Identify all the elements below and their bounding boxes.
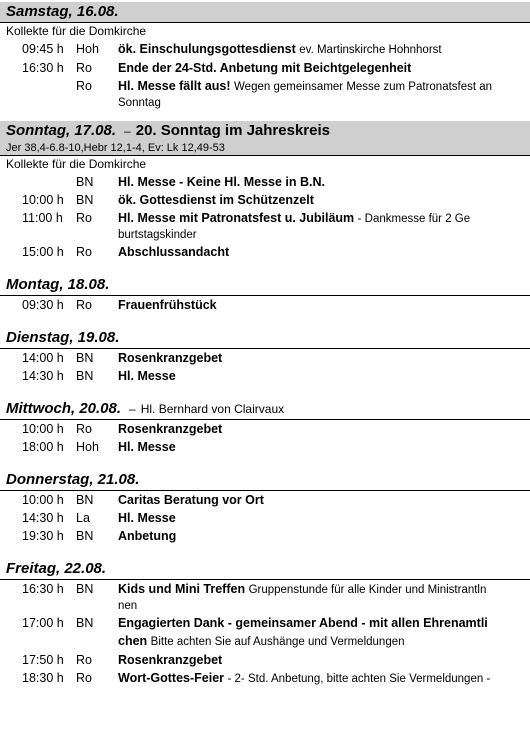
- entry-note: Bitte achten Sie auf Aushänge und Vermeldungen: [150, 636, 405, 648]
- list-item: [0, 367, 530, 385]
- day-header: [0, 2, 530, 23]
- entry-title: Hl. Messe: [118, 511, 176, 525]
- entry-title: Abschlussandacht: [118, 245, 230, 259]
- entry-place: BN: [76, 369, 94, 383]
- list-item: [0, 191, 530, 209]
- feast-title: Hl. Bernhard von Clairvaux: [140, 402, 285, 416]
- list-item: [0, 349, 530, 367]
- entry-title: Hl. Messe mit Patronatsfest u. Jubiläum: [118, 211, 355, 225]
- list-item: [0, 651, 530, 669]
- feast-title: 20. Sonntag im Jahreskreis: [135, 122, 330, 139]
- entry-place: Ro: [76, 671, 92, 685]
- entry-place: Ro: [76, 79, 92, 93]
- list-item: [0, 509, 530, 527]
- entry-place: BN: [76, 351, 94, 365]
- entry-place: Ro: [76, 298, 92, 312]
- entry-note-continued: nen: [118, 600, 138, 612]
- list-item: [0, 669, 530, 688]
- entry-time: 15:00 h: [22, 245, 64, 259]
- entry-place: BN: [76, 582, 94, 596]
- day-friday: [0, 559, 530, 688]
- separator: –: [129, 402, 136, 416]
- entry-time: 09:30 h: [22, 298, 64, 312]
- entry-title: Rosenkranzgebet: [118, 351, 223, 365]
- entry-note-continued: burtstagskinder: [118, 229, 197, 241]
- entry-title: Ende der 24-Std. Anbetung mit Beichtgelegenheit: [118, 61, 412, 75]
- list-item: [0, 209, 530, 243]
- day-saturday: [0, 2, 530, 111]
- day-header: [0, 328, 530, 349]
- day-wednesday: [0, 399, 530, 456]
- entry-note: ev. Martinskirche Hohnhorst: [299, 44, 442, 56]
- entry-place: BN: [76, 193, 94, 207]
- entry-time: 16:30 h: [22, 61, 64, 75]
- day-header: [0, 399, 530, 420]
- day-title: Montag, 18.08.: [6, 276, 110, 293]
- entry-title: Frauenfrühstück: [118, 298, 217, 312]
- list-item: [0, 40, 530, 59]
- entry-place: Ro: [76, 422, 92, 436]
- entry-note: Wegen gemeinsamer Messe zum Patronatsfest an: [234, 81, 493, 93]
- entry-note: Gruppenstunde für alle Kinder und Ministrantln: [248, 584, 487, 596]
- entry-time: 18:00 h: [22, 440, 64, 454]
- entry-title: Anbetung: [118, 529, 177, 543]
- list-item: [0, 420, 530, 438]
- entry-place: Ro: [76, 245, 92, 259]
- day-title: Donnerstag, 21.08.: [6, 471, 140, 488]
- entry-title-continued: chen: [118, 634, 148, 648]
- entry-time: 19:30 h: [22, 529, 64, 543]
- entry-title: Engagierten Dank - gemeinsamer Abend - mit allen Ehrenamtli: [118, 616, 488, 630]
- entry-time: 09:45 h: [22, 42, 64, 56]
- entry-title: Rosenkranzgebet: [118, 653, 223, 667]
- collection-note: Kollekte für die Domkirche: [6, 157, 147, 171]
- day-tuesday: [0, 328, 530, 385]
- list-item: [0, 173, 530, 191]
- entry-title: Wort-Gottes-Feier: [118, 671, 225, 685]
- entry-title: Hl. Messe fällt aus!: [118, 79, 231, 93]
- list-item: [0, 243, 530, 261]
- entry-place: La: [76, 511, 90, 525]
- entry-place: BN: [76, 529, 94, 543]
- entry-place: Hoh: [76, 440, 99, 454]
- entry-title: Rosenkranzgebet: [118, 422, 223, 436]
- list-item: [0, 614, 530, 651]
- readings: Jer 38,4-6.8-10,Hebr 12,1-4, Ev: Lk 12,49-53: [0, 141, 530, 156]
- entry-title: ök. Einschulungsgottesdienst: [118, 42, 296, 56]
- day-header: [0, 275, 530, 296]
- entry-place: BN: [76, 616, 94, 630]
- entry-place: Hoh: [76, 42, 99, 56]
- entry-time: 10:00 h: [22, 422, 64, 436]
- entry-place: Ro: [76, 211, 92, 225]
- entry-time: 18:30 h: [22, 671, 64, 685]
- entry-time: 11:00 h: [22, 211, 63, 225]
- list-item: [0, 77, 530, 111]
- day-sunday: [0, 121, 530, 261]
- separator: –: [124, 124, 131, 138]
- entry-note: - 2- Std. Anbetung, bitte achten Sie Vermeldungen -: [227, 673, 491, 685]
- entry-time: 10:00 h: [22, 193, 64, 207]
- list-item: [0, 580, 530, 614]
- list-item: [0, 491, 530, 509]
- day-title: Sonntag, 17.08.: [6, 122, 117, 139]
- day-header: [0, 559, 530, 580]
- entry-place: Ro: [76, 653, 92, 667]
- list-item: [0, 527, 530, 545]
- day-header: [0, 470, 530, 491]
- day-title: Dienstag, 19.08.: [6, 329, 120, 346]
- entry-time: 16:30 h: [22, 582, 64, 596]
- entry-place: BN: [76, 175, 94, 189]
- entry-title: Hl. Messe - Keine Hl. Messe in B.N.: [118, 175, 326, 189]
- entry-time: 17:50 h: [22, 653, 64, 667]
- entry-title: ök. Gottesdienst im Schützenzelt: [118, 193, 314, 207]
- entry-note-continued: Sonntag: [118, 97, 161, 109]
- entry-time: 17:00 h: [22, 616, 64, 630]
- collection-note: Kollekte für die Domkirche: [6, 24, 147, 38]
- entry-title: Hl. Messe: [118, 440, 176, 454]
- list-item: [0, 296, 530, 314]
- entry-place: BN: [76, 493, 94, 507]
- entry-time: 14:30 h: [22, 369, 64, 383]
- entry-note: - Dankmesse für 2 Ge: [357, 213, 471, 225]
- day-header: [0, 121, 530, 141]
- day-thursday: [0, 470, 530, 545]
- day-title: Mittwoch, 20.08.: [6, 400, 122, 417]
- entry-place: Ro: [76, 61, 92, 75]
- list-item: [0, 59, 530, 77]
- entry-title: Kids und Mini Treffen: [118, 582, 246, 596]
- day-monday: [0, 275, 530, 314]
- list-item: [0, 438, 530, 456]
- day-title: Freitag, 22.08.: [6, 560, 107, 577]
- entry-time: 10:00 h: [22, 493, 64, 507]
- entry-time: 14:30 h: [22, 511, 64, 525]
- entry-time: 14:00 h: [22, 351, 64, 365]
- day-title: Samstag, 16.08.: [6, 3, 119, 20]
- entry-title: Caritas Beratung vor Ort: [118, 493, 264, 507]
- entry-title: Hl. Messe: [118, 369, 176, 383]
